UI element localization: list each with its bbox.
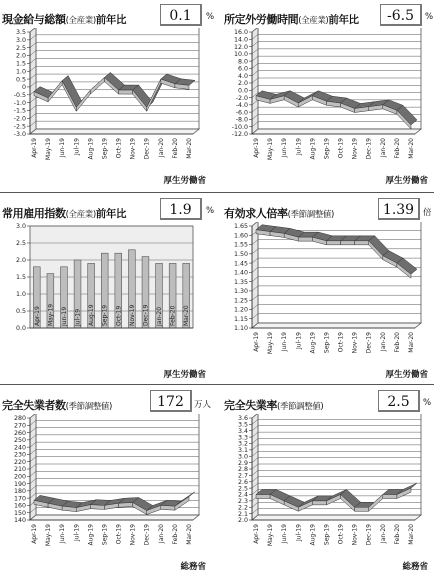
x-tick-label: Jun-19 — [281, 524, 289, 544]
y-tick-label: 1.55 — [233, 241, 248, 249]
y-tick-label: 3.5 — [237, 421, 248, 429]
panel-job-openings-ratio — [222, 194, 432, 384]
floor — [252, 129, 421, 134]
ribbon-face-segment — [383, 495, 397, 499]
x-tick-label: Nov-19 — [129, 138, 137, 160]
floor — [30, 515, 199, 520]
y-tick-label: 3.4 — [237, 427, 248, 435]
chart-unemployment-rate — [222, 414, 432, 564]
value-box: 172 — [150, 390, 192, 412]
x-tick-label: Aug-19 — [87, 524, 95, 546]
y-tick-label: 3.5 — [15, 29, 26, 37]
y-tick-label: -2.0 — [13, 115, 26, 123]
y-tick-label: -4.0 — [235, 102, 248, 110]
y-tick-label: 14.0 — [233, 36, 248, 44]
x-tick-label: Jan-20 — [157, 524, 165, 544]
y-tick-label: 210 — [13, 466, 26, 474]
ribbon-face-segment — [119, 90, 133, 94]
y-tick-label: 12.0 — [233, 43, 248, 51]
y-tick-label: 2.1 — [237, 510, 248, 518]
y-tick-label: 2.2 — [237, 504, 248, 512]
x-tick-label: Oct-19 — [337, 524, 345, 545]
y-tick-label: 190 — [13, 480, 26, 488]
x-tick-label: Jan-20 — [157, 138, 165, 158]
panel-unemployed-persons — [0, 386, 210, 576]
x-tick-label: Mar-20 — [408, 138, 415, 159]
y-tick-label: -1.5 — [13, 107, 26, 115]
y-tick-label: 2.0 — [237, 80, 248, 88]
y-tick-label: -8.0 — [235, 116, 248, 124]
panel-title: 完全失業率(季節調整値) — [224, 399, 324, 412]
y-tick-label: 1.65 — [233, 223, 248, 231]
source-label: 厚生労働省 — [163, 176, 206, 186]
panel-cash-earnings — [0, 0, 215, 190]
y-tick-label: 2.5 — [237, 485, 248, 493]
y-tick-label: -2.5 — [13, 123, 26, 131]
x-tick-label: Apr-19 — [253, 524, 260, 544]
panel-overtime-hours — [222, 0, 432, 190]
y-tick-label: 0.0 — [237, 87, 248, 95]
y-tick-label: 2.3 — [237, 498, 248, 506]
y-tick-label: -3.0 — [13, 131, 26, 139]
y-tick-label: 160 — [13, 502, 26, 510]
x-tick-label: Oct-19 — [337, 332, 345, 353]
x-tick-label: Aug-19 — [88, 304, 96, 326]
x-tick-label: Feb-20 — [393, 138, 401, 159]
value-box: 0.1 — [160, 4, 202, 26]
x-tick-label: Jan-20 — [379, 524, 387, 544]
y-tick-label: 3.3 — [237, 434, 248, 442]
x-tick-label: May-19 — [267, 524, 275, 547]
y-tick-label: 240 — [13, 444, 26, 452]
x-tick-label: Mar-20 — [408, 524, 415, 545]
y-tick-label: 150 — [13, 509, 26, 517]
source-label: 厚生労働省 — [385, 176, 428, 186]
x-tick-label: Apr-19 — [33, 306, 41, 326]
divider — [0, 192, 434, 193]
ribbon-face-segment — [326, 241, 340, 245]
y-tick-label: 1.60 — [233, 232, 248, 240]
x-tick-label: May-19 — [45, 138, 53, 161]
x-tick-label: Jan-20 — [156, 306, 164, 326]
y-tick-label: 170 — [13, 495, 26, 503]
ribbon-face-segment — [298, 237, 312, 241]
x-tick-label: Sep-19 — [323, 138, 331, 160]
x-tick-label: Sep-19 — [101, 304, 109, 326]
x-tick-label: Aug-19 — [87, 138, 95, 160]
panel-title: 有効求人倍率(季節調整値) — [224, 207, 334, 220]
ribbon-face-segment — [119, 503, 133, 508]
x-tick-label: Jul-19 — [73, 524, 81, 542]
x-tick-label: Dec-19 — [143, 138, 151, 160]
divider — [0, 384, 434, 385]
y-tick-label: 260 — [13, 429, 26, 437]
y-tick-label: 1.10 — [233, 325, 248, 333]
y-tick-label: 2.9 — [237, 459, 248, 467]
x-tick-label: Aug-19 — [309, 332, 317, 354]
x-tick-label: Dec-19 — [365, 138, 373, 160]
side-wall — [30, 28, 36, 134]
chart-cash-earnings — [0, 28, 210, 178]
source-label: 厚生労働省 — [163, 370, 206, 380]
x-tick-label: Jun-19 — [59, 138, 67, 158]
y-tick-label: 3.2 — [237, 440, 248, 448]
panel-title: 現金給与総額(全産業)前年比 — [2, 13, 127, 26]
y-tick-label: 250 — [13, 437, 26, 445]
unit-label: 倍 — [423, 208, 432, 218]
x-tick-label: Jun-19 — [59, 524, 67, 544]
x-tick-label: Mar-20 — [408, 332, 415, 353]
y-tick-label: 3.6 — [237, 415, 248, 423]
y-tick-label: 220 — [13, 458, 26, 466]
x-tick-label: Mar-20 — [186, 138, 193, 159]
ribbon-face-segment — [355, 241, 369, 245]
x-tick-label: May-19 — [45, 524, 53, 547]
x-tick-label: Feb-20 — [171, 138, 179, 159]
y-tick-label: 140 — [13, 517, 26, 525]
x-tick-label: Nov-19 — [351, 332, 359, 354]
x-tick-label: Nov-19 — [351, 524, 359, 546]
ribbon-face-segment — [355, 507, 369, 511]
x-tick-label: Dec-19 — [365, 524, 373, 546]
y-tick-label: 2.0 — [237, 517, 248, 525]
x-tick-label: Nov-19 — [351, 138, 359, 160]
y-tick-label: 1.20 — [233, 306, 248, 314]
panel-title: 所定外労働時間(全産業)前年比 — [224, 13, 359, 26]
value-box: -6.5 — [380, 4, 422, 26]
y-tick-label: 2.8 — [237, 466, 248, 474]
x-tick-label: Oct-19 — [337, 138, 345, 159]
x-tick-label: Dec-19 — [142, 304, 150, 326]
y-tick-label: 2.5 — [15, 44, 26, 52]
y-tick-label: 0.0 — [15, 325, 26, 333]
value-box: 2.5 — [378, 390, 420, 412]
x-tick-label: Jan-20 — [379, 138, 387, 158]
unit-label: % — [206, 206, 215, 216]
unit-label: % — [206, 12, 215, 22]
x-tick-label: May-19 — [267, 332, 275, 355]
x-tick-label: Jul-19 — [73, 138, 81, 156]
x-tick-label: Jun-19 — [60, 306, 68, 326]
y-tick-label: 3.1 — [237, 447, 248, 455]
x-tick-label: Feb-20 — [171, 524, 179, 545]
x-tick-label: Feb-20 — [393, 332, 401, 353]
x-tick-label: Apr-19 — [31, 138, 38, 158]
y-tick-label: 1.50 — [233, 251, 248, 259]
side-wall — [252, 222, 258, 328]
panel-unemployment-rate — [222, 386, 432, 576]
ribbon-face-segment — [90, 505, 104, 510]
x-tick-label: Nov-19 — [129, 524, 137, 546]
x-tick-label: Jun-19 — [281, 138, 289, 158]
ribbon-face-segment — [161, 505, 175, 510]
y-tick-label: -12.0 — [231, 131, 248, 139]
x-tick-label: Dec-19 — [365, 332, 373, 354]
y-tick-label: 8.0 — [237, 58, 248, 66]
y-tick-label: 16.0 — [233, 29, 248, 37]
y-tick-label: 3.0 — [15, 37, 26, 45]
y-tick-label: 1.35 — [233, 278, 248, 286]
x-tick-label: Aug-19 — [309, 138, 317, 160]
x-tick-label: Jul-19 — [295, 524, 303, 542]
x-tick-label: Mar-20 — [183, 305, 191, 326]
y-tick-label: 1.0 — [15, 291, 26, 299]
y-tick-label: 230 — [13, 451, 26, 459]
ribbon-face-segment — [312, 501, 326, 505]
x-tick-label: Feb-20 — [393, 524, 401, 545]
y-tick-label: 200 — [13, 473, 26, 481]
x-tick-label: Oct-19 — [115, 138, 123, 159]
x-tick-label: Jul-19 — [295, 138, 303, 156]
x-tick-label: May-19 — [267, 138, 275, 161]
x-tick-label: Jul-19 — [74, 308, 82, 326]
y-tick-label: 3.0 — [15, 223, 26, 231]
source-label: 総務省 — [180, 562, 206, 572]
x-tick-label: Aug-19 — [309, 524, 317, 546]
y-tick-label: 3.0 — [237, 453, 248, 461]
y-tick-label: 4.0 — [237, 72, 248, 80]
panel-title: 完全失業者数(季節調整値) — [2, 399, 112, 412]
x-tick-label: Sep-19 — [323, 524, 331, 546]
y-tick-label: 2.0 — [15, 257, 26, 265]
value-box: 1.39 — [378, 198, 420, 220]
y-tick-label: 2.0 — [15, 52, 26, 60]
source-label: 厚生労働省 — [385, 370, 428, 380]
y-tick-label: 6.0 — [237, 65, 248, 73]
y-tick-label: 180 — [13, 488, 26, 496]
y-tick-label: 1.5 — [15, 274, 26, 282]
panel-employment-index — [0, 194, 215, 384]
x-tick-label: Apr-19 — [253, 332, 260, 352]
x-tick-label: Nov-19 — [128, 304, 136, 326]
x-tick-label: Feb-20 — [169, 305, 177, 326]
x-tick-label: Apr-19 — [31, 524, 38, 544]
y-tick-label: 1.15 — [233, 315, 248, 323]
x-tick-label: Oct-19 — [115, 524, 123, 545]
y-tick-label: 2.5 — [15, 240, 26, 248]
source-label: 総務省 — [402, 562, 428, 572]
y-tick-label: -0.5 — [13, 91, 26, 99]
x-tick-label: Jun-19 — [281, 332, 289, 352]
panel-title: 常用雇用指数(全産業)前年比 — [2, 207, 127, 220]
ribbon-face-segment — [256, 495, 270, 499]
chart-overtime-hours — [222, 28, 432, 178]
floor — [30, 129, 199, 134]
x-tick-label: May-19 — [47, 303, 55, 326]
y-tick-label: 1.30 — [233, 288, 248, 296]
unit-label: % — [423, 398, 432, 408]
y-tick-label: 1.5 — [15, 60, 26, 68]
y-tick-label: 10.0 — [233, 51, 248, 59]
floor — [252, 515, 421, 520]
y-tick-label: 1.25 — [233, 297, 248, 305]
x-tick-label: Dec-19 — [143, 524, 151, 546]
x-tick-label: Sep-19 — [323, 332, 331, 354]
x-tick-label: Sep-19 — [101, 524, 109, 546]
y-tick-label: 2.7 — [237, 472, 248, 480]
y-tick-label: 1.45 — [233, 260, 248, 268]
chart-employment-index — [0, 222, 210, 372]
y-tick-label: -1.0 — [13, 99, 26, 107]
y-tick-label: 0.5 — [15, 76, 26, 84]
x-tick-label: Jan-20 — [379, 332, 387, 352]
unit-label: 万人 — [194, 400, 212, 410]
y-tick-label: 270 — [13, 422, 26, 430]
unit-label: % — [425, 12, 434, 22]
y-tick-label: 2.6 — [237, 478, 248, 486]
ribbon-face-segment — [341, 241, 355, 245]
floor — [252, 323, 421, 328]
y-tick-label: 280 — [13, 415, 26, 423]
chart-unemployed-persons — [0, 414, 210, 564]
y-tick-label: -2.0 — [235, 94, 248, 102]
chart-job-openings-ratio — [222, 222, 432, 372]
y-tick-label: 2.4 — [237, 491, 248, 499]
value-box: 1.9 — [160, 198, 202, 220]
y-tick-label: 1.40 — [233, 269, 248, 277]
y-tick-label: -6.0 — [235, 109, 248, 117]
x-tick-label: Oct-19 — [115, 305, 123, 326]
y-tick-label: 1.0 — [15, 68, 26, 76]
x-tick-label: Apr-19 — [253, 138, 260, 158]
x-tick-label: Sep-19 — [101, 138, 109, 160]
y-tick-label: -10.0 — [231, 123, 248, 131]
y-tick-label: 0 — [21, 84, 26, 92]
y-tick-label: 0.5 — [15, 308, 26, 316]
x-tick-label: Jul-19 — [295, 332, 303, 350]
x-tick-label: Mar-20 — [186, 524, 193, 545]
